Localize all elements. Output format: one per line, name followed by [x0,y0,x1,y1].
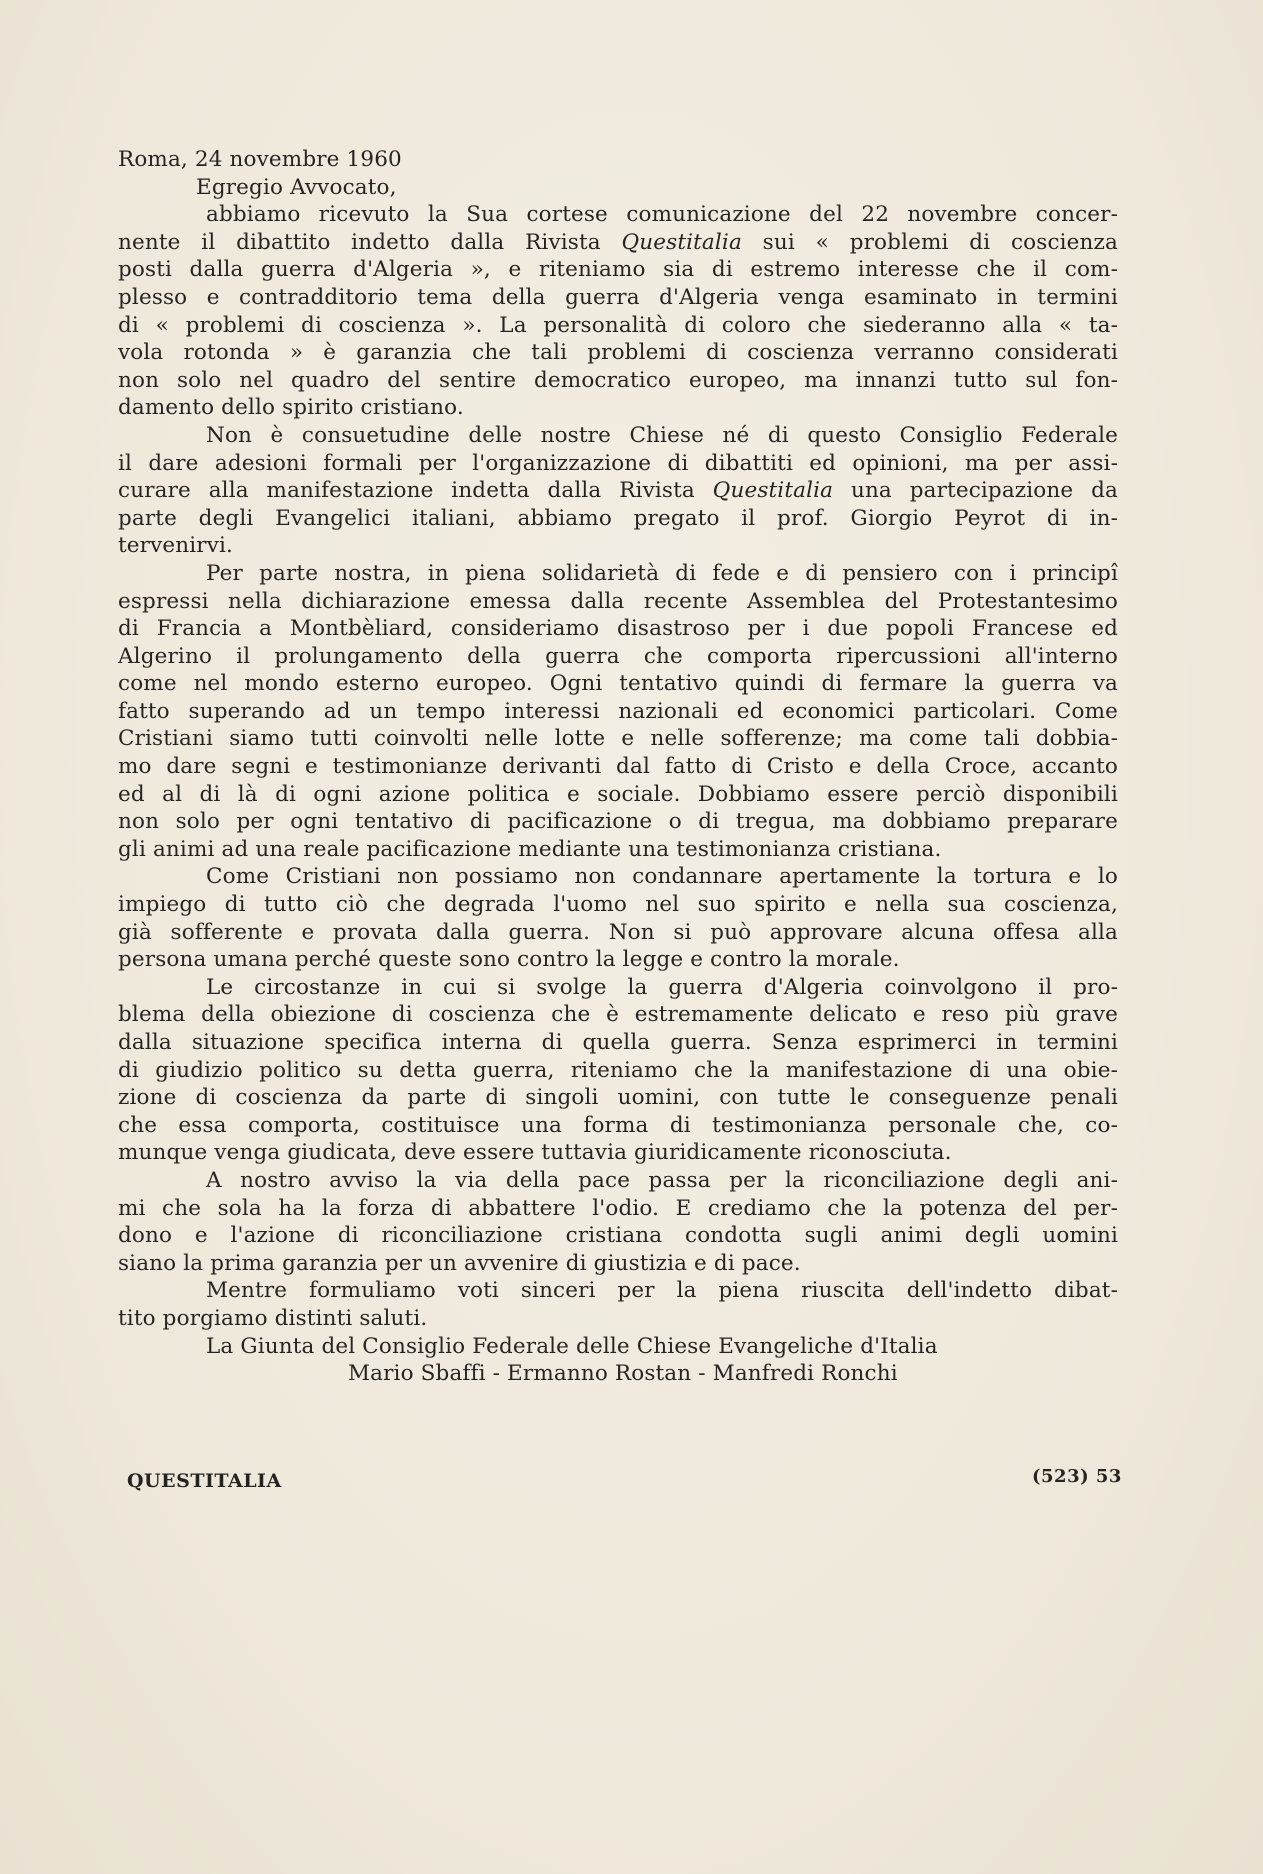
text-line: che essa comporta, costituisce una forma di testimonianza personale che, co- [118,1112,1118,1138]
letter-paragraphs [118,201,1118,1332]
text-line: di Francia a Montbèliard, consideriamo disastroso per i due popoli Francese ed [118,616,1118,642]
text-line: Mentre formuliamo voti sinceri per la piena riuscita dell'indetto dibat- [206,1278,1118,1304]
text-line: dalla situazione specifica interna di quella guerra. Senza esprimerci in termini [118,1030,1118,1055]
footer-page-number: (523) 53 [1032,1466,1122,1487]
text-line: non solo per ogni tentativo di pacificazione o di tregua, ma dobbiamo preparare [118,809,1118,835]
text-line: Le circostanze in cui si svolge la guerra d'Algeria coinvolgono il pro- [206,974,1118,1000]
text-line: A nostro avviso la via della pace passa per la riconciliazione degli ani- [206,1167,1118,1193]
text-line: tervenirvi. [118,533,234,559]
paragraph [118,1277,1118,1332]
text-line: di « problemi di coscienza ». La personalità di coloro che siederanno alla « ta- [118,312,1118,338]
text-line: Non è consuetudine delle nostre Chiese né di questo Consiglio Federale [206,422,1118,448]
letter-date: Roma, 24 novembre 1960 [118,147,402,172]
paragraph [118,422,1118,560]
signature-organization: La Giunta del Consiglio Federale delle Chiese Evangeliche d'Italia [206,1333,938,1359]
text-line: come nel mondo esterno europeo. Ogni tentativo quindi di fermare la guerra va [118,671,1118,697]
text-line: Cristiani siamo tutti coinvolti nelle lotte e nelle sofferenze; ma come tali dobbia- [118,726,1118,752]
text-line: fatto superando ad un tempo interessi nazionali ed economici particolari. Come [118,698,1118,724]
text-line: siano la prima garanzia per un avvenire di giustizia e di pace. [118,1250,801,1276]
signature-names: Mario Sbaffi - Ermanno Rostan - Manfredi Ronchi [348,1361,898,1387]
text-line: curare alla manifestazione indetta dalla Rivista Questitalia una partecipazione da [118,478,1118,504]
letter-body [118,146,1118,1388]
text-line: persona umana perché queste sono contro la legge e contro la morale. [118,947,900,973]
paragraph [118,201,1118,422]
text-line: damento dello spirito cristiano. [118,395,464,421]
text-line: munque venga giudicata, deve essere tuttavia giuridicamente riconosciuta. [118,1140,952,1166]
paragraph [118,1167,1118,1277]
text-line: impiego di tutto ciò che degrada l'uomo nel suo spirito e nella sua coscienza, [118,892,1118,918]
text-line: zione di coscienza da parte di singoli uomini, con tutte le conseguenze penali [118,1085,1118,1111]
footer-journal-name: QUESTITALIA [127,1470,282,1492]
text-line: espressi nella dichiarazione emessa dalla recente Assemblea del Protestantesimo [118,588,1118,614]
text-line: ed al di là di ogni azione politica e sociale. Dobbiamo essere perciò disponibili [118,781,1118,807]
letter-salutation: Egregio Avvocato, [196,174,397,200]
text-line: tito porgiamo distinti saluti. [118,1305,428,1331]
text-line: Algerino il prolungamento della guerra che comporta ripercussioni all'interno [118,643,1118,669]
text-line: vola rotonda » è garanzia che tali problemi di coscienza verranno considerati [118,340,1118,366]
text-line: plesso e contradditorio tema della guerra d'Algeria venga esaminato in termini [118,284,1118,310]
text-line: nente il dibattito indetto dalla Rivista Questitalia sui « problemi di coscienza [118,229,1118,255]
text-line: Per parte nostra, in piena solidarietà di fede e di pensiero con i principî [206,560,1118,586]
paragraph [118,863,1118,973]
text-line: Come Cristiani non possiamo non condannare apertamente la tortura e lo [206,864,1118,890]
text-line: già sofferente e provata dalla guerra. Non si può approvare alcuna offesa alla [118,919,1118,945]
paragraph [118,560,1118,864]
text-line: di giudizio politico su detta guerra, riteniamo che la manifestazione di una obie- [118,1057,1118,1083]
text-line: parte degli Evangelici italiani, abbiamo pregato il prof. Giorgio Peyrot di in- [118,505,1118,531]
text-line: mi che sola ha la forza di abbattere l'odio. E crediamo che la potenza del per- [118,1195,1118,1221]
text-line: posti dalla guerra d'Algeria », e riteniamo sia di estremo interesse che il com- [118,257,1118,283]
text-line: abbiamo ricevuto la Sua cortese comunicazione del 22 novembre concer- [206,202,1118,228]
text-line: non solo nel quadro del sentire democratico europeo, ma innanzi tutto sul fon- [118,367,1118,393]
paragraph [118,974,1118,1167]
text-line: mo dare segni e testimonianze derivanti dal fatto di Cristo e della Croce, accanto [118,754,1118,780]
text-line: gli animi ad una reale pacificazione mediante una testimonianza cristiana. [118,836,942,862]
text-line: il dare adesioni formali per l'organizzazione di dibattiti ed opinioni, ma per assi- [118,450,1118,476]
text-line: dono e l'azione di riconciliazione cristiana condotta sugli animi degli uomini [118,1223,1118,1249]
text-line: blema della obiezione di coscienza che è estremamente delicato e reso più grave [118,1002,1118,1028]
